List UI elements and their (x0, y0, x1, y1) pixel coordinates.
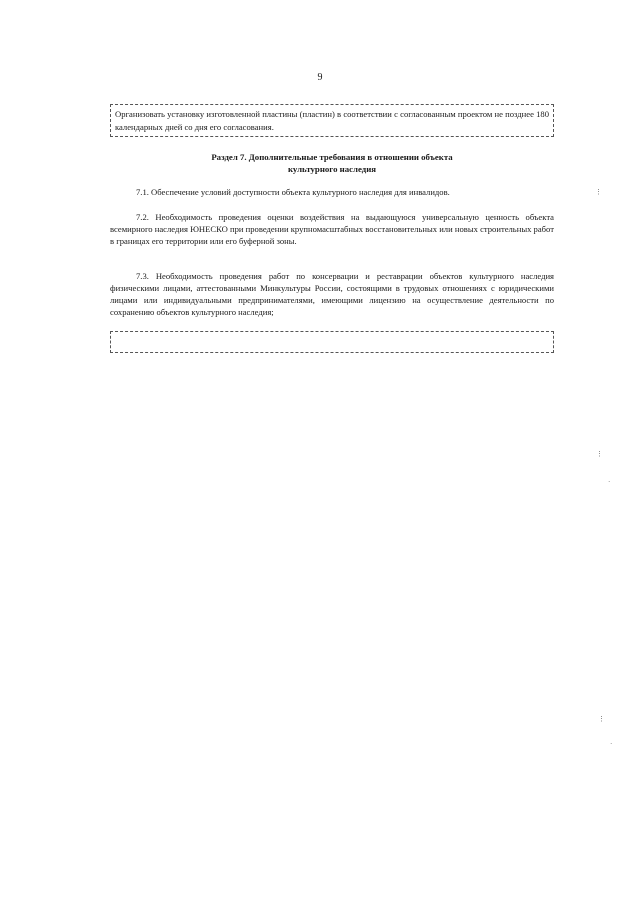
scan-mark: ⋮ (595, 188, 602, 196)
section-title-line-1: Раздел 7. Дополнительные требования в отношении объекта (211, 152, 453, 162)
scan-mark: · (610, 740, 613, 748)
section-title (140, 151, 524, 175)
section-title-line-2: культурного наследия (287, 164, 377, 174)
paragraph-7-3: 7.3. Необходимость проведения работ по консервации и реставрации объектов культурного наследия физическими лицами, аттестованными Минкультуры России, состоящими в трудовых отношениях с юридическими лицами или индивидуальными предпринимателями, имеющими лицензию на осуществление деятельности по сохранению объектов культурного наследия; (110, 271, 554, 317)
scan-mark: ⋮ (596, 450, 603, 458)
page-number: 9 (317, 72, 323, 83)
paragraph-7-2: 7.2. Необходимость проведения оценки воздействия на выдающуюся универсальную ценность объекта всемирного наследия ЮНЕСКО при проведении крупномасштабных восстановительных или новых строительных работ в границах его территории или его буферной зоны. (110, 212, 554, 246)
scan-mark: · (608, 478, 611, 486)
installation-instruction-box (110, 104, 554, 137)
empty-frame-box (110, 331, 554, 353)
paragraph-7-1: 7.1. Обеспечение условий доступности объекта культурного наследия для инвалидов. (136, 187, 450, 197)
scan-mark: ⋮ (598, 715, 605, 723)
installation-instruction-text: Организовать установку изготовленной пластины (пластин) в соответствии с согласованным проектом не позднее 180 календарных дней со дня его согласования. (115, 109, 549, 132)
